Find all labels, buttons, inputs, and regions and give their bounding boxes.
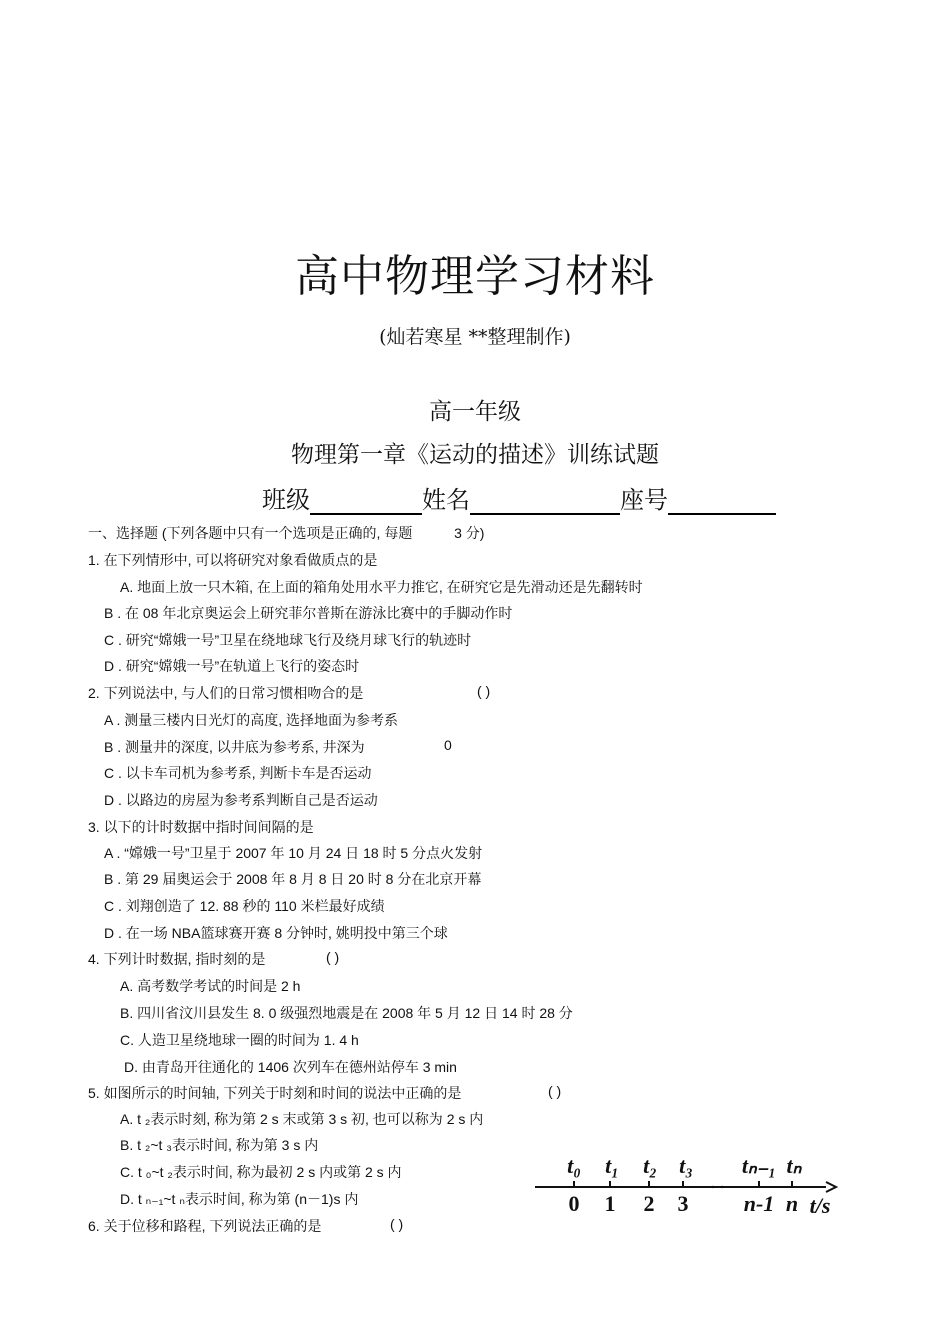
axis-top-label-tn: tₙ [786,1153,802,1178]
student-info-row [262,480,776,515]
question-6-answer-paren: ( ) [390,1216,404,1232]
question-1-stem: 1. 在下列情形中, 可以将研究对象看做质点的是 [88,552,378,568]
axis-top-label-t2: t₂ [643,1153,657,1178]
section-heading [88,523,484,543]
question-5-answer-paren: ( ) [548,1083,562,1099]
time-axis-figure [530,1145,840,1220]
question-3-option-b: B . 第 29 届奥运会于 2008 年 8 月 8 日 20 时 8 分在北京开幕 [104,871,482,887]
question-5-option-d: D. t ₙ₋₁~t ₙ表示时间, 称为第 (n－1)s 内 [120,1191,359,1207]
question-5-option-a: A. t ₂表示时刻, 称为第 2 s 末或第 3 s 初, 也可以称为 2 s 内 [120,1111,484,1127]
question-1-option-b: B . 在 08 年北京奥运会上研究菲尔普斯在游泳比赛中的手脚动作时 [104,605,513,621]
question-3-option-a: A . “嫦娥一号”卫星于 2007 年 10 月 24 日 18 时 5 分点火发射 [104,845,483,861]
question-4-option-a: A. 高考数学考试的时间是 2 h [120,978,301,994]
axis-bottom-label-3: 3 [677,1191,689,1216]
section-points: 3 分) [454,525,485,541]
question-1-option-a: A. 地面上放一只木箱, 在上面的箱角处用水平力推它, 在研究它是先滑动还是先翻转时 [120,579,643,595]
question-2-option-d: D . 以路边的房屋为参考系判断自己是否运动 [104,792,378,808]
document-subtitle: (灿若寒星 **整理制作) [379,326,571,348]
document-title: 高中物理学习材料 [295,251,655,302]
seat-blank[interactable] [668,487,776,515]
axis-ellipsis-dot [712,1186,714,1188]
question-5-option-c: C. t ₀~t ₂表示时间, 称为最初 2 s 内或第 2 s 内 [120,1164,402,1180]
axis-unit-label: t/s [809,1193,831,1218]
question-2-answer-paren: ( ) [477,683,491,699]
question-5-option-b: B. t ₂~t ₃表示时间, 称为第 3 s 内 [120,1137,319,1153]
axis-bottom-label-2: 2 [643,1191,655,1216]
question-1-option-d: D . 研究“嫦娥一号”在轨道上飞行的姿态时 [104,658,360,674]
question-4-option-b: B. 四川省汶川县发生 8. 0 级强烈地震是在 2008 年 5 月 12 日 14 时 28 分 [120,1005,573,1021]
question-4-option-d: D. 由青岛开往通化的 1406 次列车在德州站停车 3 min [124,1059,457,1075]
class-blank[interactable] [310,487,422,515]
question-4-stem: 4. 下列计时数据, 指时刻的是 [88,951,266,967]
axis-bottom-label-1: 1 [604,1191,616,1216]
question-6-stem: 6. 关于位移和路程, 下列说法正确的是 [88,1218,322,1234]
axis-top-label-tn-1: tₙ₋₁ [741,1153,777,1178]
question-3-stem: 3. 以下的计时数据中指时间间隔的是 [88,819,314,835]
axis-top-label-t1: t₁ [605,1153,619,1178]
seat-label: 座号 [620,486,668,514]
axis-ellipsis-dot [721,1186,723,1188]
question-4-answer-paren: ( ) [326,949,340,965]
name-blank[interactable] [470,487,620,515]
question-4-option-c: C. 人造卫星绕地球一圈的时间为 1. 4 h [120,1032,359,1048]
axis-top-label-t3: t₃ [679,1153,693,1178]
grade-heading: 高一年级 [429,399,521,425]
question-5-stem: 5. 如图所示的时间轴, 下列关于时刻和时间的说法中正确的是 [88,1085,462,1101]
class-label: 班级 [262,486,310,514]
question-2-option-a: A . 测量三楼内日光灯的高度, 选择地面为参考系 [104,712,399,728]
name-label: 姓名 [422,486,470,514]
axis-bottom-label-n: n [785,1191,799,1216]
question-2-option-b-value: 0 [444,737,452,753]
question-2-option-b: B . 测量井的深度, 以井底为参考系, 井深为 [104,739,365,755]
question-3-option-c: C . 刘翔创造了 12. 88 秒的 110 米栏最好成绩 [104,898,385,914]
question-1-option-c: C . 研究“嫦娥一号”卫星在绕地球飞行及绕月球飞行的轨迹时 [104,632,472,648]
question-3-option-d: D . 在一场 NBA篮球赛开赛 8 分钟时, 姚明投中第三个球 [104,925,448,941]
question-2-option-c: C . 以卡车司机为参考系, 判断卡车是否运动 [104,765,372,781]
question-2-stem: 2. 下列说法中, 与人们的日常习惯相吻合的是 [88,685,364,701]
axis-top-label-t0: t₀ [567,1153,581,1178]
exam-title: 物理第一章《运动的描述》训练试题 [291,442,659,468]
time-axis-arrow [826,1182,836,1192]
axis-bottom-label-n-1: n-1 [743,1191,775,1216]
axis-bottom-label-0: 0 [568,1191,580,1216]
section-heading-text: 一、选择题 (下列各题中只有一个选项是正确的, 每题 [88,525,413,541]
